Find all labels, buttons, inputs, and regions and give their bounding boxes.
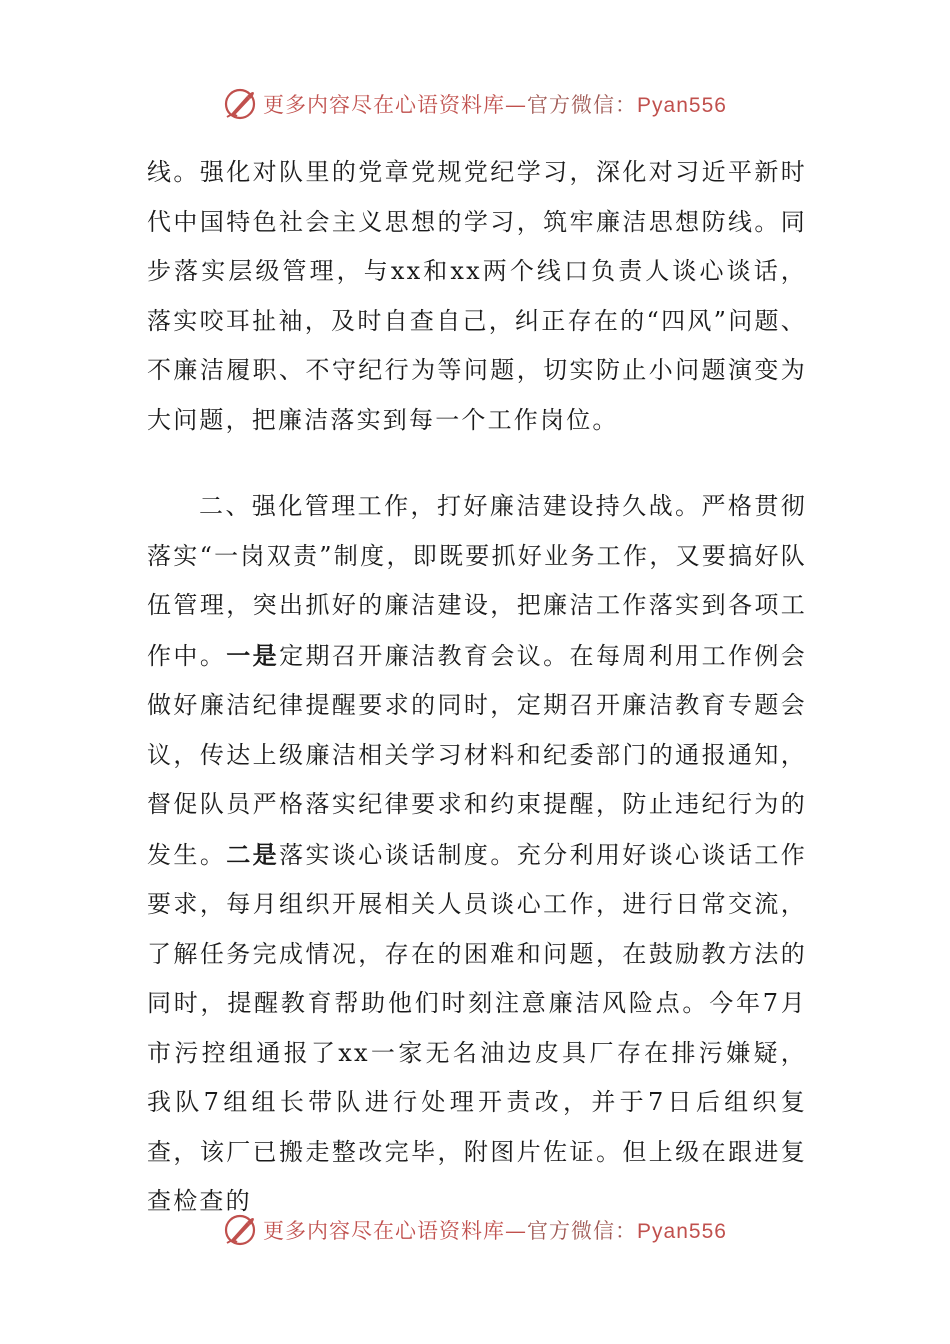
- paragraph-2-intro: 二、强化管理工作，打好廉洁建设持久战。严格贯彻落实“一岗双责”制度，即既要抓好业务工作，又要搞好队伍管理，突出抓好的廉洁建设，把廉洁工作落实到各项工作中。: [147, 492, 807, 670]
- point-one-text: 定期召开廉洁教育会议。在每周利用工作例会做好廉洁纪律提醒要求的同时，定期召开廉洁教育专题会议，传达上级廉洁相关学习材料和纪委部门的通报通知，督促队员严格落实纪律要求和约束提醒，防止违纪行为的发生。: [147, 641, 808, 869]
- banner-text: [263, 1215, 727, 1245]
- banner-wechat-id: Pyan556: [637, 94, 727, 117]
- footer-banner: [0, 1208, 950, 1252]
- quill-pen-logo-icon: [223, 87, 257, 121]
- paragraph-2: [147, 482, 807, 1227]
- banner-official: 官方微信：: [527, 93, 638, 117]
- banner-text: [263, 89, 727, 119]
- banner-dash: —: [505, 93, 528, 117]
- point-two-label: 二是: [226, 839, 280, 869]
- header-banner: [0, 82, 950, 126]
- banner-title: 更多内容尽在心语资料库: [263, 1219, 506, 1243]
- banner-wechat-id: Pyan556: [637, 1220, 727, 1243]
- quill-pen-logo-icon: [223, 1213, 257, 1247]
- banner-official: 官方微信：: [527, 1219, 638, 1243]
- banner-title: 更多内容尽在心语资料库: [263, 93, 506, 117]
- paragraph-1: 线。强化对队里的党章党规党纪学习，深化对习近平新时代中国特色社会主义思想的学习，筑牢廉洁思想防线。同步落实层级管理，与xx和xx两个线口负责人谈心谈话，落实咬耳扯袖，及时自查自己，纠正存在的“四风”问题、不廉洁履职、不守纪行为等问题，切实防止小问题演变为大问题，把廉洁落实到每一个工作岗位。: [147, 158, 807, 434]
- point-two-text: 落实谈心谈话制度。充分利用好谈心谈话工作要求，每月组织开展相关人员谈心工作，进行日常交流，了解任务完成情况，存在的困难和问题，在鼓励教方法的同时，提醒教育帮助他们时刻注意廉洁风险点。今年7月市污控组通报了xx一家无名油边皮具厂存在排污嫌疑，我队7组组长带队进行处理开责改，并于7日后组织复查，该厂已搬走整改完毕，附图片佐证。但上级在跟进复查检查的: [147, 840, 808, 1215]
- point-one-label: 一是: [226, 640, 280, 670]
- document-body: [147, 148, 807, 1227]
- banner-dash: —: [505, 1219, 528, 1243]
